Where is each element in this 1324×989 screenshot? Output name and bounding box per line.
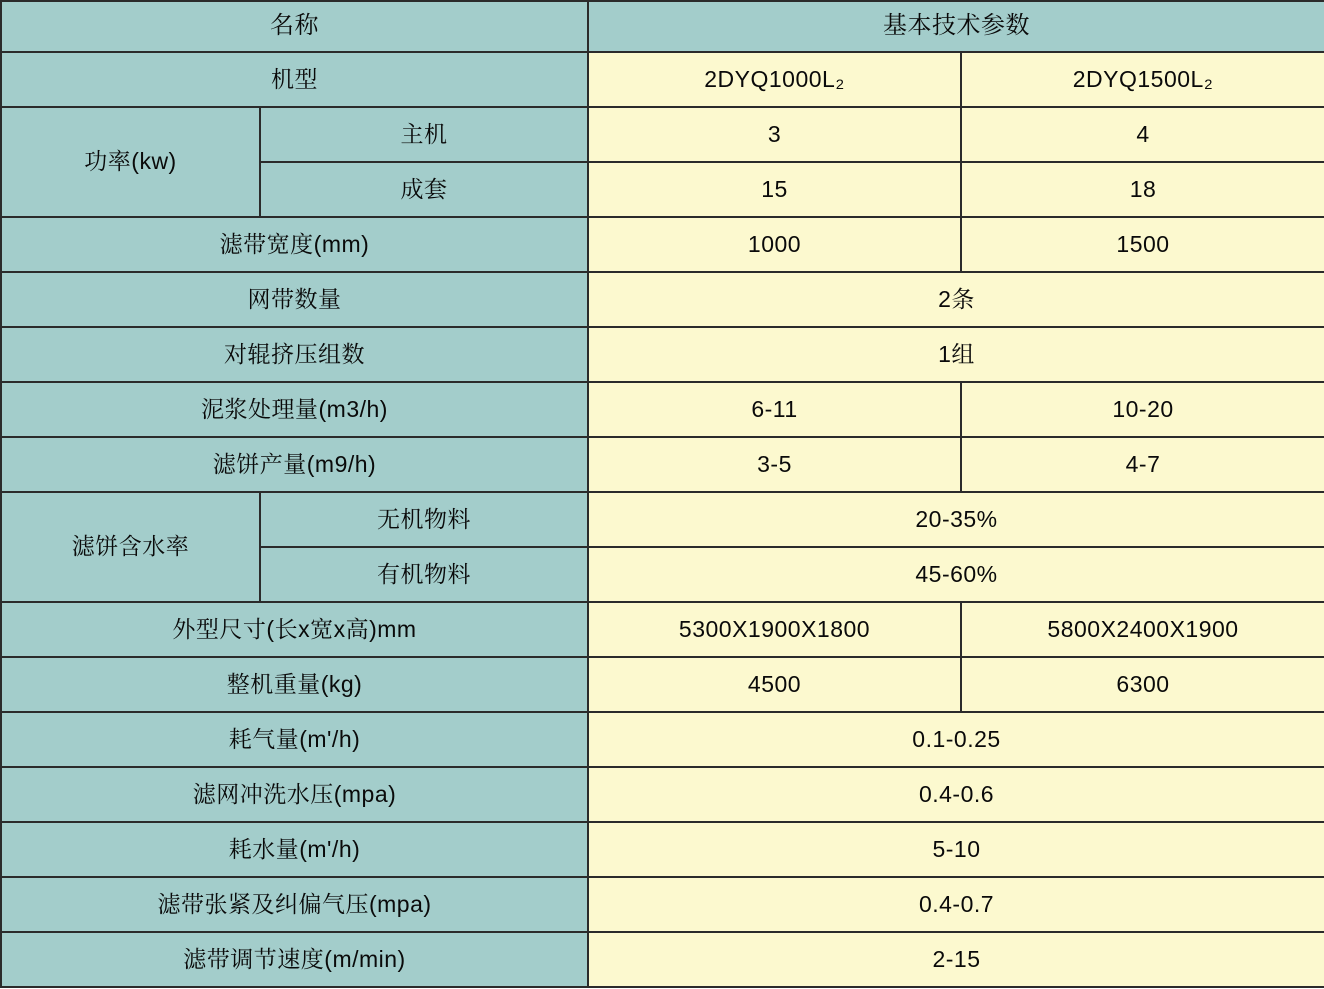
water-consumption-label-cell: 耗水量(m'/h) <box>1 822 588 877</box>
slurry-capacity-label-cell: 泥浆处理量(m3/h) <box>1 382 588 437</box>
weight-row <box>1 657 1324 712</box>
header-name-cell: 名称 <box>1 1 588 52</box>
power-set-value-1-cell: 15 <box>588 162 961 217</box>
roller-groups-row <box>1 327 1324 382</box>
belt-speed-label-cell: 滤带调节速度(m/min) <box>1 932 588 987</box>
cake-output-value-1-cell: 3-5 <box>588 437 961 492</box>
tension-pressure-label-cell: 滤带张紧及纠偏气压(mpa) <box>1 877 588 932</box>
cake-output-row <box>1 437 1324 492</box>
wash-pressure-label-cell: 滤网冲洗水压(mpa) <box>1 767 588 822</box>
dimensions-row <box>1 602 1324 657</box>
mesh-count-label-cell: 网带数量 <box>1 272 588 327</box>
moisture-inorganic-label-cell: 无机物料 <box>260 492 588 547</box>
slurry-capacity-value-2-cell: 10-20 <box>961 382 1324 437</box>
belt-width-value-1-cell: 1000 <box>588 217 961 272</box>
air-consumption-label-cell: 耗气量(m'/h) <box>1 712 588 767</box>
dimensions-value-1-cell: 5300X1900X1800 <box>588 602 961 657</box>
weight-value-1-cell: 4500 <box>588 657 961 712</box>
slurry-capacity-row <box>1 382 1324 437</box>
moisture-group-cell: 滤饼含水率 <box>1 492 260 602</box>
power-main-value-1-cell: 3 <box>588 107 961 162</box>
power-main-row <box>1 107 1324 162</box>
belt-width-row <box>1 217 1324 272</box>
cake-output-label-cell: 滤饼产量(m9/h) <box>1 437 588 492</box>
dimensions-label-cell: 外型尺寸(长x宽x高)mm <box>1 602 588 657</box>
water-consumption-value-cell: 5-10 <box>588 822 1324 877</box>
power-main-value-2-cell: 4 <box>961 107 1324 162</box>
belt-width-label-cell: 滤带宽度(mm) <box>1 217 588 272</box>
mesh-count-value-cell: 2条 <box>588 272 1324 327</box>
power-group-cell: 功率(kw) <box>1 107 260 217</box>
moisture-organic-value-cell: 45-60% <box>588 547 1324 602</box>
roller-groups-value-cell: 1组 <box>588 327 1324 382</box>
air-consumption-row <box>1 712 1324 767</box>
wash-pressure-value-cell: 0.4-0.6 <box>588 767 1324 822</box>
slurry-capacity-value-1-cell: 6-11 <box>588 382 961 437</box>
moisture-inorganic-row <box>1 492 1324 547</box>
belt-speed-row <box>1 932 1324 987</box>
header-params-cell: 基本技术参数 <box>588 1 1324 52</box>
model-value-2-cell: 2DYQ1500L₂ <box>961 52 1324 107</box>
belt-width-value-2-cell: 1500 <box>961 217 1324 272</box>
roller-groups-label-cell: 对辊挤压组数 <box>1 327 588 382</box>
power-set-value-2-cell: 18 <box>961 162 1324 217</box>
water-consumption-row <box>1 822 1324 877</box>
weight-value-2-cell: 6300 <box>961 657 1324 712</box>
power-set-label-cell: 成套 <box>260 162 588 217</box>
model-value-1-cell: 2DYQ1000L₂ <box>588 52 961 107</box>
model-row <box>1 52 1324 107</box>
dimensions-value-2-cell: 5800X2400X1900 <box>961 602 1324 657</box>
tension-pressure-row <box>1 877 1324 932</box>
mesh-count-row <box>1 272 1324 327</box>
belt-speed-value-cell: 2-15 <box>588 932 1324 987</box>
tension-pressure-value-cell: 0.4-0.7 <box>588 877 1324 932</box>
air-consumption-value-cell: 0.1-0.25 <box>588 712 1324 767</box>
model-label-cell: 机型 <box>1 52 588 107</box>
moisture-organic-label-cell: 有机物料 <box>260 547 588 602</box>
weight-label-cell: 整机重量(kg) <box>1 657 588 712</box>
moisture-inorganic-value-cell: 20-35% <box>588 492 1324 547</box>
wash-pressure-row <box>1 767 1324 822</box>
cake-output-value-2-cell: 4-7 <box>961 437 1324 492</box>
power-main-label-cell: 主机 <box>260 107 588 162</box>
header-row <box>1 1 1324 52</box>
